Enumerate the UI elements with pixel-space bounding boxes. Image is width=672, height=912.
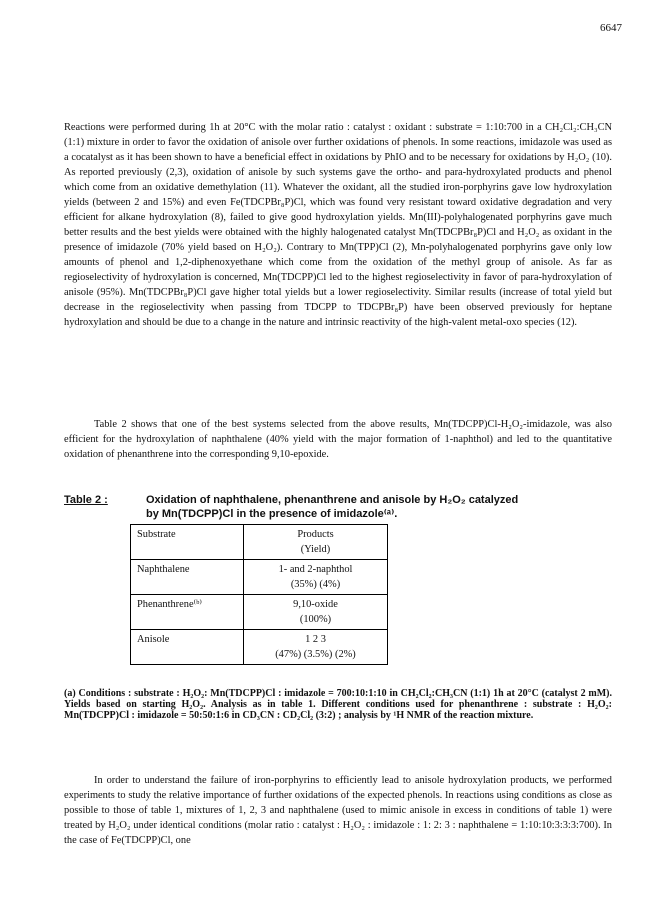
cell-substrate: Naphthalene: [131, 560, 244, 595]
body-paragraph-2: [64, 417, 612, 462]
table-row: [131, 595, 388, 630]
table-row: [131, 560, 388, 595]
cell-substrate: Phenanthrene⁽ᵇ⁾: [131, 595, 244, 630]
table-footnote: (a) Conditions : substrate : H₂O₂: Mn(TDCPP)Cl : imidazole = 700:10:1:10 in CH₂Cl₂:CH₃CN (1:1) 1h at 20°C (catalyst 2 mM). Yields based on starting H₂O₂. Analysis as in table 1. Different conditions used for phenanthrene : substrate : H₂O₂: Mn(TDCPP)Cl : imidazole = 50:50:1:6 in CD₃CN : CD₂Cl₂ (3:2) ; analysis by ¹H NMR of the reaction mixture.: [64, 688, 612, 722]
page-number: 6647: [600, 22, 622, 34]
table-title-line: Oxidation of naphthalene, phenanthrene and anisole by H₂O₂ catalyzed: [146, 494, 519, 506]
table-row: [131, 630, 388, 665]
cell-products: [244, 630, 388, 665]
paragraph-text: Table 2 shows that one of the best systems selected from the above results, Mn(TDCPP)Cl-H₂O₂-imidazole, was also efficient for the hydroxylation of naphthalene (40% yield with the major formation of 1-naphthol) and led to the quantitative oxidation of phenanthrene into the corresponding 9,10-epoxide.: [64, 419, 612, 460]
table-title: [146, 493, 606, 521]
paragraph-text: Reactions were performed during 1h at 20°C with the molar ratio : catalyst : oxidant : substrate = 1:10:700 in a CH₂Cl₂:CH₃CN (1:1) mixture in order to favor the oxidation of anisole over further oxidations of phenols. In some reactions, imidazole was used as a cocatalyst as it has been shown to have a beneficial effect in oxidations by PhIO and to be necessary for oxidations by H₂O₂ (10). As reported previously (2,3), oxidation of anisole by such systems gave the ortho- and para-hydroxylated products and phenol which come from an oxidative demethylation (11). Whatever the oxidant, all the studied iron-porphyrins gave low hydroxylation yields (between 2 and 15%) and even Fe(TDCPBr₈P)Cl, which was found very resistant toward oxidative degradation and very efficient for alkane hydroxylation (8), failed to give good hydroxylation yields. Mn(III)-polyhalogenated porphyrins gave much better results and the best yields were obtained with the highly halogenated catalyst Mn(TDCPBr₈P)Cl and H₂O₂ as oxidant in the presence of imidazole (70% yield based on H₂O₂). Contrary to Mn(TPP)Cl (2), Mn-polyhalogenated porphyrins gave only low amounts of phenol and 1,2-diphenoxyethane which come from the oxidation of the methyl group of anisole. As far as regioselectivity of hydroxylation is concerned, Mn(TDCPP)Cl led to the highest regioselectivity in favor of para-hydroxylation of anisole (95%). Mn(TDCPBr₈P)Cl gave higher total yields but a lower regioselectivity. Similar results (increase of total yield but decrease in the regioselectivity when passing from TDCPP to TDCPBr₈P) have been observed previously for heptane hydroxylation and should be due to a change in the nature and intrinsic reactivity of the high-valent metal-oxo species (12).: [64, 122, 612, 328]
cell-products: 9,10-oxide (100%): [244, 595, 388, 630]
paragraph-text: In order to understand the failure of iron-porphyrins to efficiently lead to anisole hydroxylation products, we performed experiments to study the relative importance of further oxidations of the expected phenols. In reactions using conditions as close as possible to those of table 1, mixtures of 1, 2, 3 and naphthalene (used to mimic anisole in excess in conditions of table 1) were treated by H₂O₂ under identical conditions (molar ratio : catalyst : H₂O₂ : imidazole : 1: 2: 3 : naphthalene = 1:10:10:3:3:3:700). In the case of Fe(TDCPP)Cl, one: [64, 775, 612, 846]
table-header-row: [131, 525, 388, 560]
cell-products: 1- and 2-naphthol (35%) (4%): [244, 560, 388, 595]
yield-row: (35%) (4%): [290, 579, 341, 590]
header-products: Products (Yield): [244, 525, 388, 560]
body-paragraph-1: [64, 120, 612, 330]
yield-row: (47%) (3.5%) (2%): [275, 649, 356, 660]
product-row: 1 2 3: [305, 634, 326, 645]
table-label: Table 2 :: [64, 494, 108, 506]
cell-substrate: Anisole: [131, 630, 244, 665]
body-paragraph-3: [64, 773, 612, 848]
table-title-line: by Mn(TDCPP)Cl in the presence of imidazole⁽ᵃ⁾.: [146, 508, 398, 520]
results-table: [130, 524, 388, 665]
header-substrate: Substrate: [131, 525, 244, 560]
